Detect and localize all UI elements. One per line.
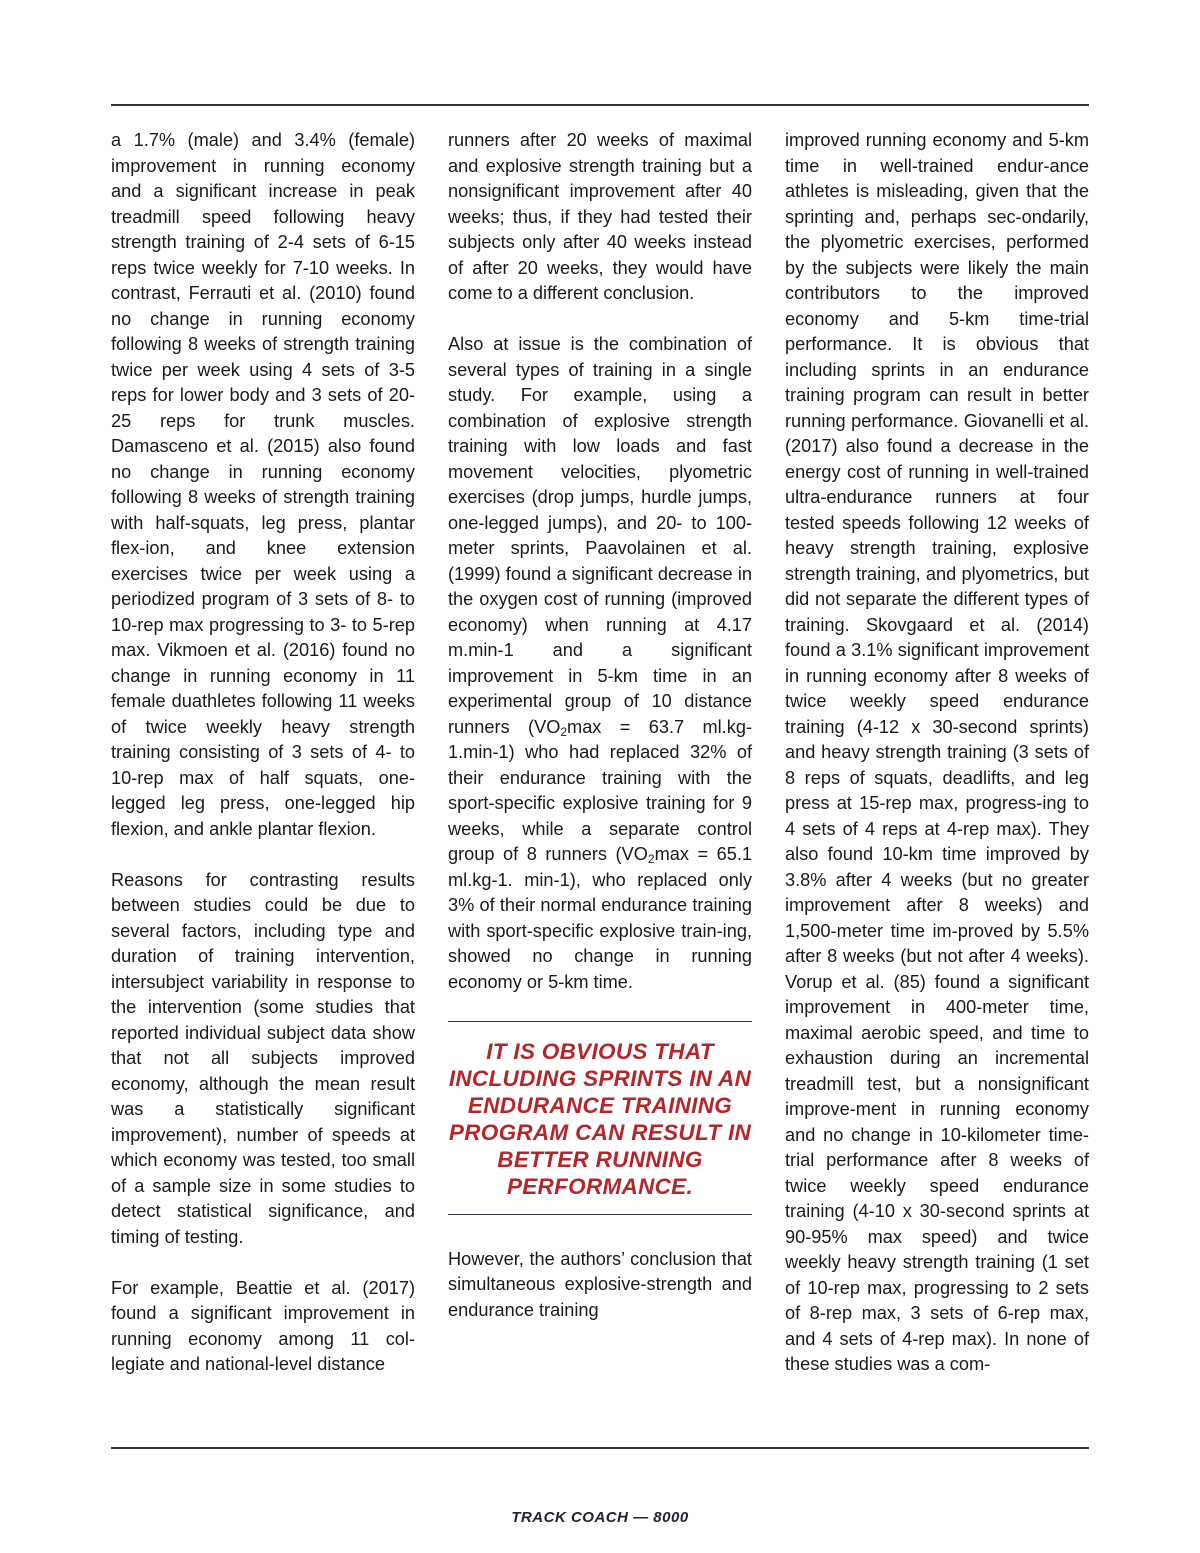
- text-run: max = 65.1 ml.kg-1. min-1), who replaced only 3% of their normal endurance training with sport-specific explosive train-ing, showed no change in running economy or 5-km time.: [448, 844, 752, 992]
- column-3: [785, 128, 1089, 1378]
- paragraph: improved running economy and 5-km time in well-trained endur-ance athletes is misleading, given that the sprinting and, perhaps sec-ondarily, the plyometric exercises, performed by the subjects were likely the main contributors to the improved economy and 5-km time-trial performance. It is obvious that including sprints in an endurance training program can result in better running performance. Giovanelli et al. (2017) also found a decrease in the energy cost of running in well-trained ultra-endurance runners at four tested speeds following 12 weeks of heavy strength training, explosive strength training, and plyometrics, but did not separate the different types of training. Skovgaard et al. (2014) found a 3.1% significant improvement in running economy after 8 weeks of twice weekly speed endurance training (4-12 x 30-second sprints) and heavy strength training (3 sets of 8 reps of squats, deadlifts, and leg press at 15-rep max, progress-ing to 4 sets of 4 reps at 4-rep max). They also found 10-km time improved by 3.8% after 4 weeks (but no greater improvement after 8 weeks) and 1,500-meter time im-proved by 5.5% after 8 weeks (but not after 4 weeks). Vorup et al. (85) found a significant improvement in 400-meter time, maximal aerobic speed, and time to exhaustion during an incremental treadmill test, but a nonsignificant improve-ment in running economy and no change in 10-kilometer time-trial performance after 8 weeks of twice weekly speed endurance training (4-10 x 30-second sprints at 90-95% max speed) and twice weekly heavy strength training (1 set of 10-rep max, progressing to 2 sets of 8-rep max, 3 sets of 6-rep max, and 4 sets of 4-rep max). In none of these studies was a com-: [785, 130, 1089, 1374]
- text-run: max = 63.7 ml.kg- 1.min-1) who had replaced 32% of their endurance training with the sport-specific explosive training for 9 weeks, while a separate control group of 8 runners (VO: [448, 716, 752, 864]
- paragraph: For example, Beattie et al. (2017) found a significant improvement in running economy among 11 col-legiate and national-level distance: [111, 1277, 415, 1374]
- pull-quote: IT IS OBVIOUS THAT INCLUDING SPRINTS IN AN ENDURANCE TRAINING PROGRAM CAN RESULT IN BETTER RUNNING PERFORMANCE.: [448, 1021, 752, 1215]
- subscript: 2: [560, 724, 568, 739]
- column-1: [111, 128, 415, 1378]
- page-footer: TRACK COACH — 8000: [511, 1509, 689, 1526]
- subscript: 2: [647, 852, 655, 866]
- paragraph-with-subscripts: [448, 332, 752, 995]
- text-run: Also at issue is the combination of several types of training in a single study. For example, using a combination of explosive strength training with low loads and fast movement velocities, plyometric exercises (drop jumps, hurdle jumps, one-legged jumps), and 20- to 100-meter sprints, Paavolainen et al. (1999) found a significant decrease in the oxygen cost of running (improved economy) when running at 4.17 m.min-1 and a significant improvement in 5-km time in an experimental group of 10 distance runners (VO: [448, 334, 752, 737]
- top-rule: [111, 104, 1089, 106]
- paragraph: However, the authors’ conclusion that simultaneous explosive-strength and endurance training: [448, 1248, 752, 1320]
- bottom-rule: [111, 1447, 1089, 1449]
- paragraph: Reasons for contrasting results between studies could be due to several factors, including type and duration of training intervention, intersubject variability in response to the intervention (some studies that reported individual subject data show that not all subjects improved economy, although the mean result was a statistically significant improvement), number of speeds at which economy was tested, too small of a sample size in some studies to detect statistical significance, and timing of testing.: [111, 869, 415, 1247]
- column-2: [448, 128, 752, 1323]
- paragraph: runners after 20 weeks of maximal and explosive strength training but a nonsignificant improvement after 40 weeks; thus, if they had tested their subjects only after 40 weeks instead of after 20 weeks, they would have come to a different conclusion.: [448, 130, 752, 303]
- paragraph: a 1.7% (male) and 3.4% (female) improvement in running economy and a significant increase in peak treadmill speed following heavy strength training of 2-4 sets of 6-15 reps twice weekly for 7-10 weeks. In contrast, Ferrauti et al. (2010) found no change in running economy following 8 weeks of strength training twice per week using 4 sets of 3-5 reps for lower body and 3 sets of 20-25 reps for trunk muscles. Damasceno et al. (2015) also found no change in running economy following 8 weeks of strength training with half-squats, leg press, plantar flex-ion, and knee extension exercises twice per week using a periodized program of 3 sets of 8- to 10-rep max progressing to 3- to 5-rep max. Vikmoen et al. (2016) found no change in running economy in 11 female duathletes following 11 weeks of twice weekly heavy strength training consisting of 3 sets of 4- to 10-rep max of half squats, one-legged leg press, one-legged hip flexion, and ankle plantar flexion.: [111, 130, 415, 839]
